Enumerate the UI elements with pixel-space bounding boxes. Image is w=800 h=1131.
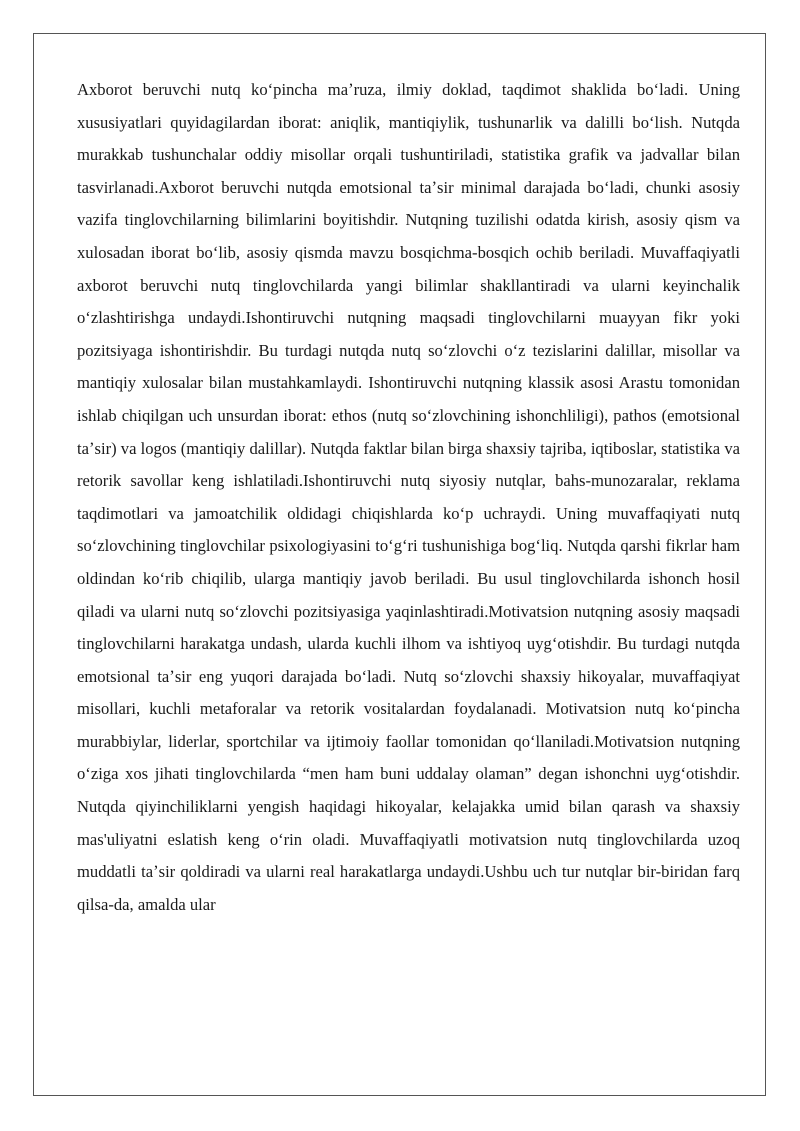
body-paragraph: Axborot beruvchi nutq koʻpincha maʼruza, ilmiy doklad, taqdimot shaklida boʻladi. Uning xususiyatlari quyidagilardan iborat: aniqlik, mantiqiylik, tushunarlik va dalilli boʻlish. Nutqda murakkab tushunchalar oddiy misollar orqali tushuntiriladi, statistika grafik va jadvallar bilan tasvirlanadi.Axborot beruvchi nutqda emotsional taʼsir minimal darajada boʻladi, chunki asosiy vazifa tinglovchilarning bilimlarini boyitishdir. Nutqning tuzilishi odatda kirish, asosiy qism va xulosadan iborat boʻlib, asosiy qismda mavzu bosqichma-bosqich ochib beriladi. Muvaffaqiyatli axborot beruvchi nutq tinglovchilarda yangi bilimlar shakllantiradi va ularni keyinchalik oʻzlashtirishga undaydi.Ishontiruvchi nutqning maqsadi tinglovchilarni muayyan fikr yoki pozitsiyaga ishontirishdir. Bu turdagi nutqda nutq soʻzlovchi oʻz tezislarini dalillar, misollar va mantiqiy xulosalar bilan mustahkamlaydi. Ishontiruvchi nutqning klassik asosi Arastu tomonidan ishlab chiqilgan uch unsurdan iborat: ethos (nutq soʻzlovchining ishonchliligi), pathos (emotsional taʼsir) va logos (mantiqiy dalillar). Nutqda faktlar bilan birga shaxsiy tajriba, iqtiboslar, statistika va retorik savollar keng ishlatiladi.Ishontiruvchi nutq siyosiy nutqlar, bahs-munozaralar, reklama taqdimotlari va jamoatchilik oldidagi chiqishlarda koʻp uchraydi. Uning muvaffaqiyati nutq soʻzlovchining tinglovchilar psixologiyasini toʻgʻri tushunishiga bogʻliq. Nutqda qarshi fikrlar ham oldindan koʻrib chiqilib, ularga mantiqiy javob beriladi. Bu usul tinglovchilarda ishonch hosil qiladi va ularni nutq soʻzlovchi pozitsiyasiga yaqinlashtiradi.Motivatsion nutqning asosiy maqsadi tinglovchilarni harakatga undash, ularda kuchli ilhom va ishtiyoq uygʻotishdir. Bu turdagi nutqda emotsional taʼsir eng yuqori darajada boʻladi. Nutq soʻzlovchi shaxsiy hikoyalar, muvaffaqiyat misollari, kuchli metaforalar va retorik vositalardan foydalanadi. Motivatsion nutq koʻpincha murabbiylar, liderlar, sportchilar va ijtimoiy faollar tomonidan qoʻllaniladi.Motivatsion nutqning oʻziga xos jihati tinglovchilarda “men ham buni uddalay olaman” degan ishonchni uygʻotishdir. Nutqda qiyinchiliklarni yengish haqidagi hikoyalar, kelajakka umid bilan qarash va shaxsiy mas'uliyatni eslatish keng oʻrin oladi. Muvaffaqiyatli motivatsion nutq tinglovchilarda uzoq muddatli taʼsir qoldiradi va ularni real harakatlarga undaydi.Ushbu uch tur nutqlar bir-biridan farq qilsa-da, amalda ular <box>77 80 740 914</box>
